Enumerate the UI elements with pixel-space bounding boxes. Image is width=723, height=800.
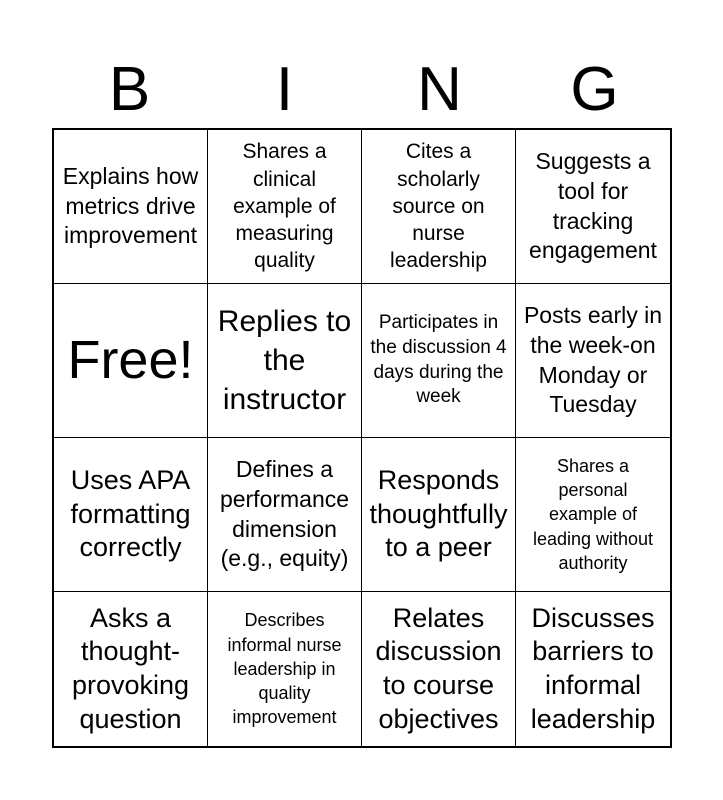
bingo-cell[interactable] (208, 130, 362, 284)
cell-text: Replies to the instructor (217, 305, 352, 416)
bingo-cell[interactable] (208, 284, 362, 438)
bingo-board (52, 128, 672, 748)
bingo-cell[interactable] (516, 130, 670, 284)
cell-text: Shares a personal example of leading without authority (532, 455, 654, 573)
bingo-cell[interactable] (54, 438, 208, 592)
header-letter-i: I (275, 55, 294, 124)
cell-text: Discusses barriers to informal leadership (530, 602, 656, 734)
bingo-cell[interactable] (362, 592, 516, 746)
cell-text: Suggests a tool for tracking engagement (529, 147, 657, 264)
bingo-cell[interactable] (516, 592, 670, 746)
bingo-cell[interactable] (208, 592, 362, 746)
cell-text: Uses APA formatting correctly (70, 464, 191, 563)
free-space-cell[interactable] (54, 284, 208, 438)
cell-text: Shares a clinical example of measuring quality (233, 140, 336, 273)
bingo-cell[interactable] (516, 284, 670, 438)
header-letter-b: B (108, 55, 151, 124)
cell-text: Explains how metrics drive improvement (62, 162, 199, 249)
bingo-cell[interactable] (362, 438, 516, 592)
cell-text: Describes informal nurse leadership in quality improvement (227, 610, 342, 728)
bingo-cell[interactable] (516, 438, 670, 592)
free-space-text: Free! (67, 329, 194, 390)
cell-text: Cites a scholarly source on nurse leadership (390, 140, 487, 273)
header-letter-g: G (570, 55, 619, 124)
bingo-cell[interactable] (362, 130, 516, 284)
bingo-header (52, 52, 672, 128)
cell-text: Participates in the discussion 4 days during the week (370, 312, 507, 408)
bingo-cell[interactable] (362, 284, 516, 438)
header-letter-n: N (417, 55, 462, 124)
bingo-cell[interactable] (54, 130, 208, 284)
cell-text: Posts early in the week-on Monday or Tuesday (523, 301, 663, 418)
cell-text: Responds thoughtfully to a peer (369, 464, 508, 563)
bingo-cell[interactable] (54, 592, 208, 746)
cell-text: Relates discussion to course objectives (375, 602, 502, 734)
bingo-cell[interactable] (208, 438, 362, 592)
cell-text: Asks a thought-provoking question (71, 602, 190, 734)
cell-text: Defines a performance dimension (e.g., equity) (219, 455, 350, 572)
